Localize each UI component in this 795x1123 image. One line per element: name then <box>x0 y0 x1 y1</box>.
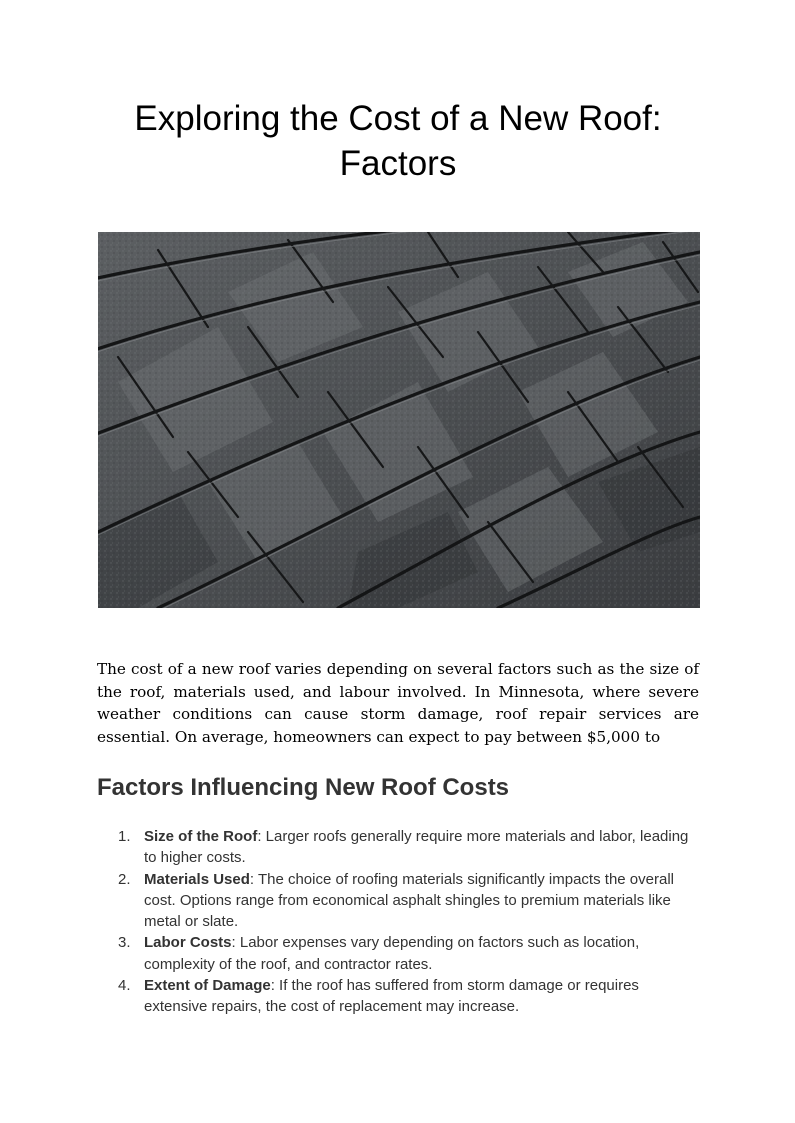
list-item-text: : Larger roofs generally require more materials and labor, leading to higher costs. <box>144 828 689 867</box>
intro-paragraph: The cost of a new roof varies depending on several factors such as the size of the roof, materials used, and labour involved. In Minnesota, where severe weather conditions can cause storm damage, roof repair services are essential. On average, homeowners can expect to pay between $5,000 to <box>97 660 699 746</box>
list-item-number: 1. <box>118 828 131 845</box>
roof-shingles-image <box>98 232 700 608</box>
list-item-number: 2. <box>118 870 131 888</box>
list-item-term: Size of the Roof <box>144 828 258 845</box>
list-item <box>97 869 699 933</box>
list-item-text: : Labor expenses vary depending on factors such as location, complexity of the roof, and contractor rates. <box>144 934 640 973</box>
title-line-1: Exploring the Cost of a New Roof: <box>134 99 662 138</box>
list-item-term: Materials Used <box>144 870 250 888</box>
page-title <box>97 96 699 186</box>
section-heading: Factors Influencing New Roof Costs <box>97 774 510 801</box>
list-item-term: Extent of Damage <box>144 977 271 995</box>
list-item-text: : If the roof has suffered from storm damage or requires extensive repairs, the cost of replacement may increase. <box>144 977 639 1016</box>
title-line-2: Factors <box>339 144 457 183</box>
list-item-number: 4. <box>118 977 131 995</box>
factor-list <box>97 826 699 1018</box>
list-item-term: Labor Costs <box>144 934 232 952</box>
roof-shingles-illustration <box>98 232 700 608</box>
list-item <box>97 826 699 869</box>
list-item-number: 3. <box>118 934 131 952</box>
list-item-text: : The choice of roofing materials significantly impacts the overall cost. Options range from economical asphalt shingles to premium materials like metal or slate. <box>144 870 674 931</box>
list-item <box>97 932 699 975</box>
list-item <box>97 975 699 1018</box>
